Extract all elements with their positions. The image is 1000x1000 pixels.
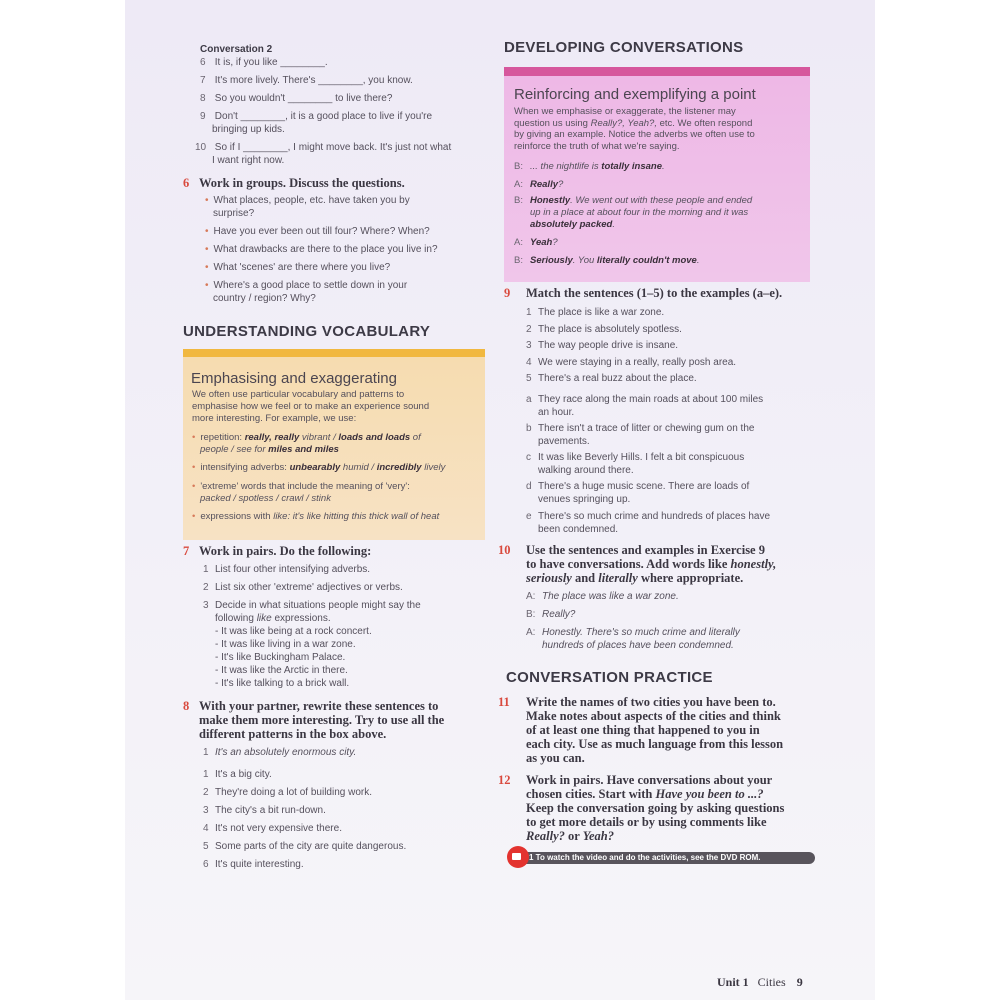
conversation2-heading — [200, 39, 272, 57]
item-text: They're doing a lot of building work. — [215, 787, 372, 798]
question-item — [205, 225, 495, 238]
vocabulary-box-title: Emphasising and exaggerating — [191, 370, 397, 387]
exercise-7-item: 1 List four other intensifying adverbs. — [203, 564, 371, 575]
item-number: 10 — [195, 142, 207, 153]
exercise-9-example — [526, 480, 816, 506]
conversation2-item — [200, 74, 500, 87]
item-text: The city's a bit run-down. — [215, 805, 326, 816]
text: The place was like a war zone. — [542, 591, 679, 602]
exercise-instruction: where appropriate. — [637, 571, 744, 585]
exercise-6-heading — [183, 176, 405, 190]
item-text: following — [215, 613, 257, 624]
item-letter: b — [526, 423, 532, 434]
text-emph: miles and miles — [268, 444, 339, 455]
vocabulary-bullet — [192, 462, 487, 474]
item-number: 4 — [203, 823, 209, 834]
item-text: It is, if you like ________. — [214, 57, 328, 68]
text: repetition: — [200, 432, 245, 443]
item-number: 7 — [200, 75, 206, 86]
question-item — [205, 243, 495, 256]
exercise-instruction: Use the sentences and examples in Exercise 9 — [526, 543, 765, 557]
exercise-number: 7 — [183, 544, 190, 558]
video-reference-text[interactable]: 1 To watch the video and do the activities, see the DVD ROM. — [529, 853, 761, 862]
item-number: 9 — [200, 111, 206, 122]
item-text: It's a big city. — [215, 769, 272, 780]
conversation2-item — [200, 92, 500, 105]
item-number: 1 — [526, 307, 532, 318]
item-letter: c — [526, 452, 531, 463]
text-emph: loads and loads — [338, 432, 411, 443]
intro-line: question us using — [514, 117, 591, 129]
text-emph: Seriously — [530, 255, 573, 266]
text-emph: Really — [530, 179, 558, 190]
dialogue-line — [514, 236, 810, 249]
exercise-instruction: of at least one thing that happened to you in — [526, 723, 760, 737]
text: vibrant / — [299, 432, 339, 443]
intro-line: When we emphasise or exaggerate, the listener may — [514, 106, 736, 117]
item-text: We were staying in a really, really posh area. — [538, 356, 737, 368]
intro-line: by giving an example. Notice the adverbs we often use to — [514, 129, 755, 140]
item-text: There's so much crime and hundreds of places have — [538, 511, 771, 522]
text: humid / — [340, 462, 377, 473]
exercise-instruction-emph: seriously — [526, 571, 572, 585]
item-text: expressions. — [271, 613, 331, 624]
text: intensifying adverbs: — [200, 462, 290, 473]
dash-item: - It's like Buckingham Palace. — [215, 652, 346, 663]
exercise-7-item: 3 Decide in what situations people might say the following like expressions. - It was like being at a rock concert. - It was like living in a war zone. - It's like Buckingham Palace. - It was like the Arctic in there. - It's like talking to a brick wall. — [203, 600, 421, 689]
item-text: It was like Beverly Hills. I felt a bit conspicuous — [538, 452, 745, 463]
dialogue-line — [514, 178, 810, 191]
question-text: What 'scenes' are there where you live? — [213, 262, 391, 273]
text: Really? — [542, 609, 576, 620]
exercise-instruction: Make notes about aspects of the cities and think — [526, 709, 781, 723]
item-text: Some parts of the city are quite dangerous. — [215, 841, 407, 852]
dialogue-line — [514, 160, 810, 173]
exercise-instruction: make them more interesting. Try to use all the — [199, 713, 445, 727]
exercise-7-heading — [183, 544, 371, 558]
intro-line: We often use particular vocabulary and patterns to — [192, 389, 405, 400]
exercise-10-heading — [498, 543, 818, 585]
exercise-instruction: or — [564, 829, 583, 843]
speaker: A: — [514, 237, 523, 248]
text: . — [696, 255, 700, 266]
developing-intro — [514, 106, 810, 152]
item-text: The way people drive is insane. — [538, 340, 679, 351]
text-emph: Yeah — [530, 237, 553, 248]
intro-line: emphasise how we feel or to make an experience sound — [192, 401, 430, 412]
page-number: 9 — [796, 975, 803, 989]
item-text: They race along the main roads at about 100 miles — [538, 394, 764, 405]
speaker: B: — [514, 195, 523, 206]
conversation2-item — [200, 110, 500, 136]
section-title-practice: CONVERSATION PRACTICE — [506, 669, 713, 686]
text: ... the nightlife is — [530, 161, 602, 172]
exercise-9-heading — [504, 286, 782, 300]
text: ? — [552, 237, 558, 248]
vocabulary-bullet — [192, 432, 487, 456]
exercise-9-example — [526, 510, 816, 536]
text-emph: literally couldn't move — [596, 255, 697, 266]
text-emph: really, really — [244, 432, 300, 443]
item-text-cont: walking around there. — [538, 465, 634, 476]
textbook-page — [125, 0, 875, 1000]
item-text: It's not very expensive there. — [215, 823, 342, 834]
text: lively — [421, 462, 446, 473]
text-emph: unbearably — [289, 462, 341, 473]
vocabulary-bullet — [192, 481, 487, 505]
exercise-10-dialogue — [526, 626, 816, 652]
exercise-instruction: as you can. — [526, 751, 585, 765]
exercise-8-item — [203, 822, 493, 835]
item-number: 8 — [200, 93, 206, 104]
speaker: B: — [514, 255, 523, 266]
exercise-9-example — [526, 422, 816, 448]
exercise-instruction: Work in pairs. Have conversations about your — [526, 773, 773, 787]
bullet-icon — [205, 226, 214, 237]
exercise-instruction: Write the names of two cities you have been to. — [526, 695, 776, 709]
text: . — [662, 161, 665, 172]
exercise-instruction: each city. Use as much language from this lesson — [526, 737, 784, 751]
exercise-number: 8 — [183, 699, 190, 713]
item-number: 3 — [526, 340, 532, 351]
question-text: Where's a good place to settle down in your — [213, 280, 408, 291]
item-number: 1 — [203, 769, 209, 780]
item-letter: d — [526, 481, 532, 492]
item-number: 5 — [203, 841, 209, 852]
vocabulary-intro — [192, 389, 487, 425]
item-text: The place is absolutely spotless. — [538, 323, 682, 335]
item-text: There isn't a trace of litter or chewing gum on the — [538, 423, 755, 434]
exercise-7-item: 2 List six other 'extreme' adjectives or verbs. — [203, 582, 403, 593]
example-text: It's an absolutely enormous city. — [215, 747, 357, 758]
item-text-emph: like — [256, 613, 272, 624]
bullet-icon — [205, 195, 214, 206]
text: . We went out with these people and ended — [570, 195, 753, 206]
text: . — [612, 219, 616, 230]
exercise-instruction: to have conversations. Add words like — [526, 557, 731, 571]
dash-item: - It was like the Arctic in there. — [215, 665, 348, 676]
conversation2-item — [195, 141, 500, 167]
vocabulary-bullet — [192, 511, 487, 523]
exercise-8-item — [203, 786, 493, 799]
intro-line: more interesting. For example, we use: — [192, 413, 357, 424]
item-text: It's quite interesting. — [215, 859, 304, 870]
exercise-10-dialogue — [526, 590, 816, 603]
exercise-instruction: Keep the conversation going by asking questions — [526, 801, 785, 815]
item-text: The place is like a war zone. — [538, 307, 665, 318]
text: Honestly. There's so much crime and literally — [542, 627, 740, 638]
item-text-cont: venues springing up. — [538, 494, 631, 505]
question-text: Have you ever been out till four? Where? When? — [213, 226, 430, 237]
item-number: 2 — [526, 323, 532, 335]
item-text: Don't ________, it is a good place to live if you're — [214, 111, 433, 122]
dash-item: - It's like talking to a brick wall. — [215, 678, 350, 689]
text: ? — [558, 179, 564, 190]
speaker: B: — [526, 609, 536, 620]
exercise-8-item — [203, 804, 493, 817]
item-number: 2 — [203, 787, 209, 798]
exercise-11 — [498, 695, 818, 765]
intro-emph: Really?, Yeah?, — [590, 117, 657, 129]
footer-title: Cities — [757, 975, 786, 989]
question-item — [205, 279, 495, 305]
text: packed / spotless / crawl / stink — [200, 493, 331, 504]
question-text: What drawbacks are there to the place you live in? — [213, 244, 438, 255]
exercise-12 — [498, 773, 818, 843]
text: people / see for — [200, 444, 269, 455]
item-text: There's a real buzz about the place. — [538, 373, 697, 384]
text: 'extreme' words that include the meaning of 'very': — [200, 481, 410, 492]
question-item — [205, 194, 495, 220]
exercise-number: 10 — [498, 543, 511, 557]
page-footer — [717, 975, 803, 990]
exercise-instruction-emph: Really? — [526, 829, 565, 843]
item-text-cont: an hour. — [538, 407, 575, 418]
exercise-number: 11 — [498, 695, 510, 709]
dash-item: - It was like living in a war zone. — [215, 639, 356, 650]
item-text: So if I ________, I might move back. It's just not what — [214, 142, 452, 153]
question-text: What places, people, etc. have taken you by — [213, 195, 410, 206]
exercise-instruction: Work in pairs. Do the following: — [199, 544, 372, 558]
question-text-cont: surprise? — [213, 208, 255, 219]
text: : it's like hitting this thick wall of heat — [287, 511, 440, 522]
exercise-8-item — [203, 768, 493, 781]
item-text-cont: I want right now. — [212, 155, 285, 166]
text-emph: absolutely packed — [530, 219, 613, 230]
exercise-instruction-emph: Have you been to ...? — [655, 787, 764, 801]
intro-line: reinforce the truth of what we're saying. — [514, 140, 680, 152]
text-emph: incredibly — [376, 462, 422, 473]
exercise-instruction: chosen cities. Start with — [526, 787, 656, 801]
speaker: A: — [526, 591, 536, 602]
text: of — [410, 432, 421, 443]
question-text-cont: country / region? Why? — [213, 293, 316, 304]
item-number: 4 — [526, 356, 532, 368]
text: expressions with — [200, 511, 274, 522]
speaker: B: — [514, 161, 523, 172]
exercise-9-example — [526, 451, 816, 477]
text: like — [273, 511, 288, 522]
item-text-cont: been condemned. — [538, 524, 619, 535]
footer-unit: Unit 1 — [717, 975, 749, 989]
exercise-8-example: 1 It's an absolutely enormous city. — [203, 747, 357, 758]
video-camera-icon[interactable] — [507, 846, 529, 868]
exercise-9-sentences — [526, 305, 816, 388]
item-text: List four other intensifying adverbs. — [215, 564, 371, 575]
text: . You — [572, 255, 597, 266]
dialogue-line — [514, 195, 810, 231]
item-text: There's a huge music scene. There are loads of — [538, 481, 750, 492]
exercise-instruction: Work in groups. Discuss the questions. — [199, 176, 405, 190]
exercise-number: 12 — [498, 773, 511, 787]
exercise-8-item — [203, 858, 493, 871]
bullet-icon — [205, 280, 214, 291]
exercise-8-item — [203, 840, 493, 853]
item-number: 6 — [203, 859, 209, 870]
exercise-instruction: different patterns in the box above. — [199, 727, 387, 741]
item-number: 5 — [526, 373, 532, 384]
exercise-instruction: and — [571, 571, 599, 585]
section-title-developing: DEVELOPING CONVERSATIONS — [504, 39, 744, 56]
question-item — [205, 261, 495, 274]
section-title-vocabulary: UNDERSTANDING VOCABULARY — [183, 323, 431, 340]
dialogue-line — [514, 254, 810, 267]
item-text: So you wouldn't ________ to live there? — [214, 93, 393, 104]
text-emph: Honestly — [530, 195, 571, 206]
conversation2-title: Conversation 2 — [200, 44, 273, 55]
exercise-number: 6 — [183, 176, 190, 190]
exercise-instruction: With your partner, rewrite these sentences to — [199, 699, 439, 713]
item-number: 3 — [203, 805, 209, 816]
exercise-instruction-emph: Yeah? — [582, 829, 614, 843]
item-number: 6 — [200, 57, 206, 68]
item-text: List six other 'extreme' adjectives or verbs. — [215, 582, 403, 593]
item-text-cont: pavements. — [538, 436, 590, 447]
conversation2-item — [200, 56, 500, 69]
exercise-number: 9 — [504, 286, 511, 300]
text: up in a place at about four in the morning and it was — [530, 207, 749, 218]
item-text-cont: bringing up kids. — [212, 124, 285, 135]
exercise-8-heading — [183, 699, 444, 741]
exercise-instruction-emph: literally — [598, 571, 638, 585]
bullet-icon — [205, 244, 214, 255]
exercise-10-dialogue — [526, 608, 816, 621]
exercise-instruction-emph: honestly, — [730, 557, 777, 571]
dash-item: - It was like being at a rock concert. — [215, 626, 372, 637]
text-emph: totally insane — [601, 161, 663, 172]
speaker: A: — [514, 179, 523, 190]
item-letter: a — [526, 394, 532, 405]
intro-line: etc. We often respond — [656, 117, 753, 129]
exercise-instruction: to get more details or by using comments like — [526, 815, 767, 829]
item-text: It's more lively. There's ________, you know. — [214, 75, 413, 86]
speaker: A: — [526, 627, 536, 638]
exercise-instruction: Match the sentences (1–5) to the examples (a–e). — [526, 286, 783, 300]
item-letter: e — [526, 511, 532, 522]
text: hundreds of places have been condemned. — [542, 640, 734, 651]
bullet-icon — [205, 262, 214, 273]
item-text: Decide in what situations people might say the — [215, 600, 421, 611]
exercise-9-example — [526, 393, 816, 419]
developing-box-title: Reinforcing and exemplifying a point — [514, 86, 756, 103]
